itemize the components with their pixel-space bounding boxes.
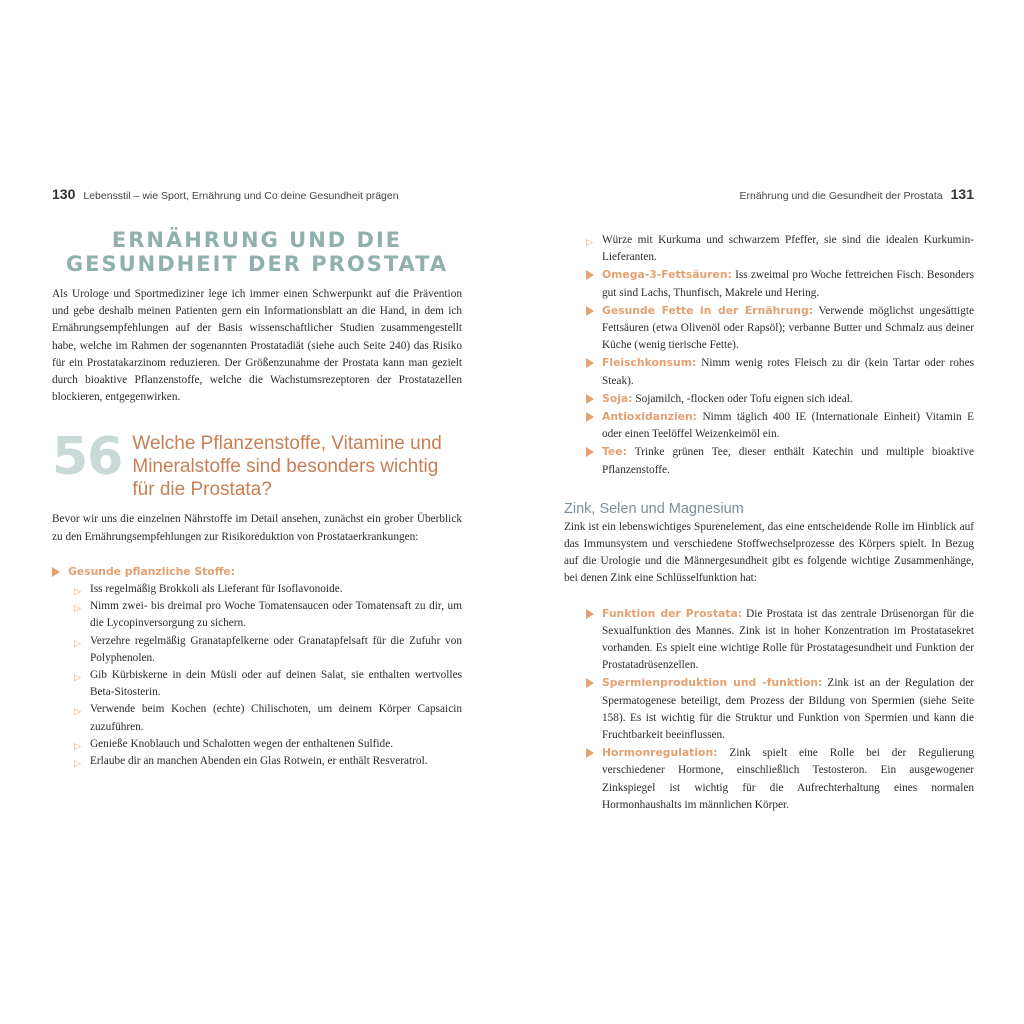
list-item — [586, 605, 974, 675]
list-item — [586, 354, 974, 389]
question-block — [52, 427, 462, 501]
bullet-triangle-icon — [586, 447, 594, 457]
bullet-triangle-icon — [586, 306, 594, 316]
list-item — [586, 266, 974, 301]
open-triangle-icon: ▷ — [74, 638, 81, 649]
sub-list-item — [74, 598, 462, 632]
zinc-list — [564, 605, 974, 814]
bullet-triangle-icon — [586, 358, 594, 368]
running-head-text-left: Lebensstil – wie Sport, Ernährung und Co deine Gesundheit prägen — [83, 190, 399, 202]
sub-item-text: Erlaube dir an manchen Abenden ein Glas Rotwein, er enthält Resveratrol. — [90, 755, 428, 768]
sub-item-text: Würze mit Kurkuma und schwarzem Pfeffer, sie sind die idealen Kurkumin-Lieferanten. — [602, 234, 974, 264]
bullet-triangle-icon — [586, 748, 594, 758]
bullet-triangle-icon — [586, 609, 594, 619]
open-triangle-icon: ▷ — [74, 673, 81, 684]
running-head-left — [52, 186, 462, 208]
item-text: Iss zweimal pro Woche fettreichen Fisch. Besonders gut sind Lachs, Thunfisch, Makrele und Hering. — [602, 269, 974, 299]
open-triangle-icon: ▷ — [74, 707, 81, 718]
section-subheading: Zink, Selen und Magnesium — [564, 500, 744, 517]
question-intro: Bevor wir uns die einzelnen Nährstoffe im Detail ansehen, zunächst ein grober Überblick zu den Ernährungsempfehlungen zur Risikoreduktion von Prostataerkrankungen: — [52, 513, 462, 543]
sub-item-text: Iss regelmäßig Brokkoli als Lieferant für Isoflavonoide. — [90, 583, 343, 596]
sub-list-item — [74, 667, 462, 701]
right-page — [564, 186, 974, 814]
sub-item-text: Nimm zwei- bis dreimal pro Woche Tomatensaucen oder Tomatensaft zu dir, um die Lycopinversorgung zu sichern. — [90, 600, 462, 630]
intro-paragraph: Als Urologe und Sportmediziner lege ich immer einen Schwerpunkt auf die Prävention und gebe deshalb meinen Patienten gern ein Informationsblatt an die Hand, in dem ich Ernährungsempfehlungen auf der Basis wissenschaftlicher Studien zusammengestellt habe, welche im Rahmen der sogenannten Prostatadiät (siehe auch Seite 240) das Risiko für ein Prostatakarzinom reduzieren. Der Größenzunahme der Prostata kann man gezielt durch bioaktive Pflanzenstoffe, welche die Wachstumsrezeptoren der Prostatazellen blockieren, entgegenwirken. — [52, 288, 462, 404]
bullet-triangle-icon — [586, 412, 594, 422]
question-text: Welche Pflanzenstoffe, Vitamine und Mineralstoffe sind besonders wichtig für die Prostata? — [132, 433, 442, 501]
bullet-triangle-icon — [586, 270, 594, 280]
list-item — [52, 563, 462, 770]
list-item — [586, 443, 974, 478]
open-triangle-icon: ▷ — [74, 587, 81, 598]
item-text: Die Prostata ist das zentrale Drüsenorgan für die Sexualfunktion des Mannes. Zink ist in hoher Konzentration im Prostatasekret vorhanden. Es spielt eine wichtige Rolle für Prostatagesundheit und Funktion der Prostatadrüsenzellen. — [602, 607, 974, 672]
sub-list-item — [74, 633, 462, 667]
list-item — [586, 390, 974, 408]
sub-list-item — [74, 753, 462, 770]
question-number: 56 — [52, 427, 123, 488]
chapter-title — [52, 228, 462, 276]
sub-list-item — [74, 701, 462, 735]
zinc-intro: Zink ist ein lebenswichtiges Spurenelement, das eine entscheidende Rolle im Hinblick auf das Immunsystem und verschiedene Stoffwechselprozesse des Körpers spielt. In Bezug auf die Urologie und die Männergesundheit gibt es folgende wichtige Zusammenhänge, bei denen Zink eine Schlüsselfunktion hat: — [564, 520, 974, 585]
item-lead: Omega-3-Fettsäuren: — [602, 268, 732, 282]
list-item — [586, 302, 974, 355]
list-item — [586, 674, 974, 744]
continued-sub-list — [564, 232, 974, 266]
open-triangle-icon: ▷ — [74, 759, 81, 770]
running-head-text-right: Ernährung und die Gesundheit der Prostata — [739, 190, 943, 202]
item-text: Zink spielt eine Rolle bei der Regulierung verschiedener Hormone, einschließlich Testosteron. Ein ausgewogener Zinkspiegel ist wichtig für die Aufrechterhaltung eines normalen Hormonhaushalts im männlichen Körper. — [602, 747, 974, 811]
item-lead: Tee: — [602, 445, 627, 459]
list-heading: Gesunde pflanzliche Stoffe: — [68, 564, 236, 578]
sub-item-text: Verwende beim Kochen (echte) Chilischoten, um deinem Körper Capsaicin zuzuführen. — [90, 703, 462, 733]
sub-list-item — [74, 581, 462, 598]
open-triangle-icon: ▷ — [74, 604, 81, 615]
item-lead: Soja: — [602, 391, 633, 405]
sub-item-text: Gib Kürbiskerne in dein Müsli oder auf deinen Salat, sie enthalten wertvolles Beta-Sitosterin. — [90, 669, 462, 699]
left-page — [52, 186, 462, 770]
item-lead: Fleischkonsum: — [602, 356, 697, 370]
bullet-triangle-icon — [586, 678, 594, 688]
item-lead: Hormonregulation: — [602, 746, 718, 760]
item-text: Nimm täglich 400 IE (Internationale Einheit) Vitamin E oder einen Teelöffel Weizenkeimöl ein. — [602, 411, 974, 441]
sub-list-item — [74, 736, 462, 753]
bullet-triangle-icon — [52, 567, 60, 577]
item-text: Nimm wenig rotes Fleisch zu dir (kein Tartar oder rohes Steak). — [602, 357, 974, 387]
item-lead: Gesunde Fette in der Ernährung: — [602, 303, 814, 317]
item-text: Zink ist an der Regulation der Spermatogenese beteiligt, dem Prozess der Bildung von Spermien (siehe Seite 158). Es ist wichtig für die Struktur und Funktion von Spermien und kann die Fruchtbarkeit beeinflussen. — [602, 677, 974, 742]
nutrition-list — [564, 266, 974, 478]
item-text: Sojamilch, -flocken oder Tofu eignen sich ideal. — [632, 392, 853, 405]
item-text: Verwende möglichst ungesättigte Fettsäuren (etwa Olivenöl oder Rapsöl); verbanne Butter und Schmalz aus deiner Küche (wenig tierische Fette). — [602, 304, 974, 352]
chapter-title-line-2: GESUNDHEIT DER PROSTATA — [65, 252, 449, 276]
bullet-triangle-icon — [586, 394, 594, 404]
sub-item-text: Genieße Knoblauch und Schalotten wegen der enthaltenen Sulfide. — [90, 737, 394, 750]
item-lead: Spermienproduktion und -funktion: — [602, 676, 823, 690]
item-lead: Funktion der Prostata: — [602, 606, 743, 620]
page-number-left: 130 — [52, 186, 76, 202]
item-text: Trinke grünen Tee, dieser enthält Katechin und multiple bioaktive Pflanzenstoffe. — [602, 446, 974, 476]
chapter-title-line-1: ERNÄHRUNG UND DIE — [111, 228, 403, 252]
plant-substances-list — [52, 563, 462, 770]
list-item — [586, 408, 974, 443]
open-triangle-icon: ▷ — [74, 741, 81, 752]
sub-list — [68, 581, 462, 770]
sub-list-item — [586, 232, 974, 266]
sub-item-text: Verzehre regelmäßig Granatapfelkerne oder Granatapfelsaft für die Zufuhr von Polyphenolen. — [90, 634, 462, 664]
list-item — [586, 744, 974, 814]
open-triangle-icon: ▷ — [586, 238, 593, 248]
running-head-right — [564, 186, 974, 208]
page-number-right: 131 — [950, 186, 974, 202]
item-lead: Antioxidanzien: — [602, 410, 697, 424]
